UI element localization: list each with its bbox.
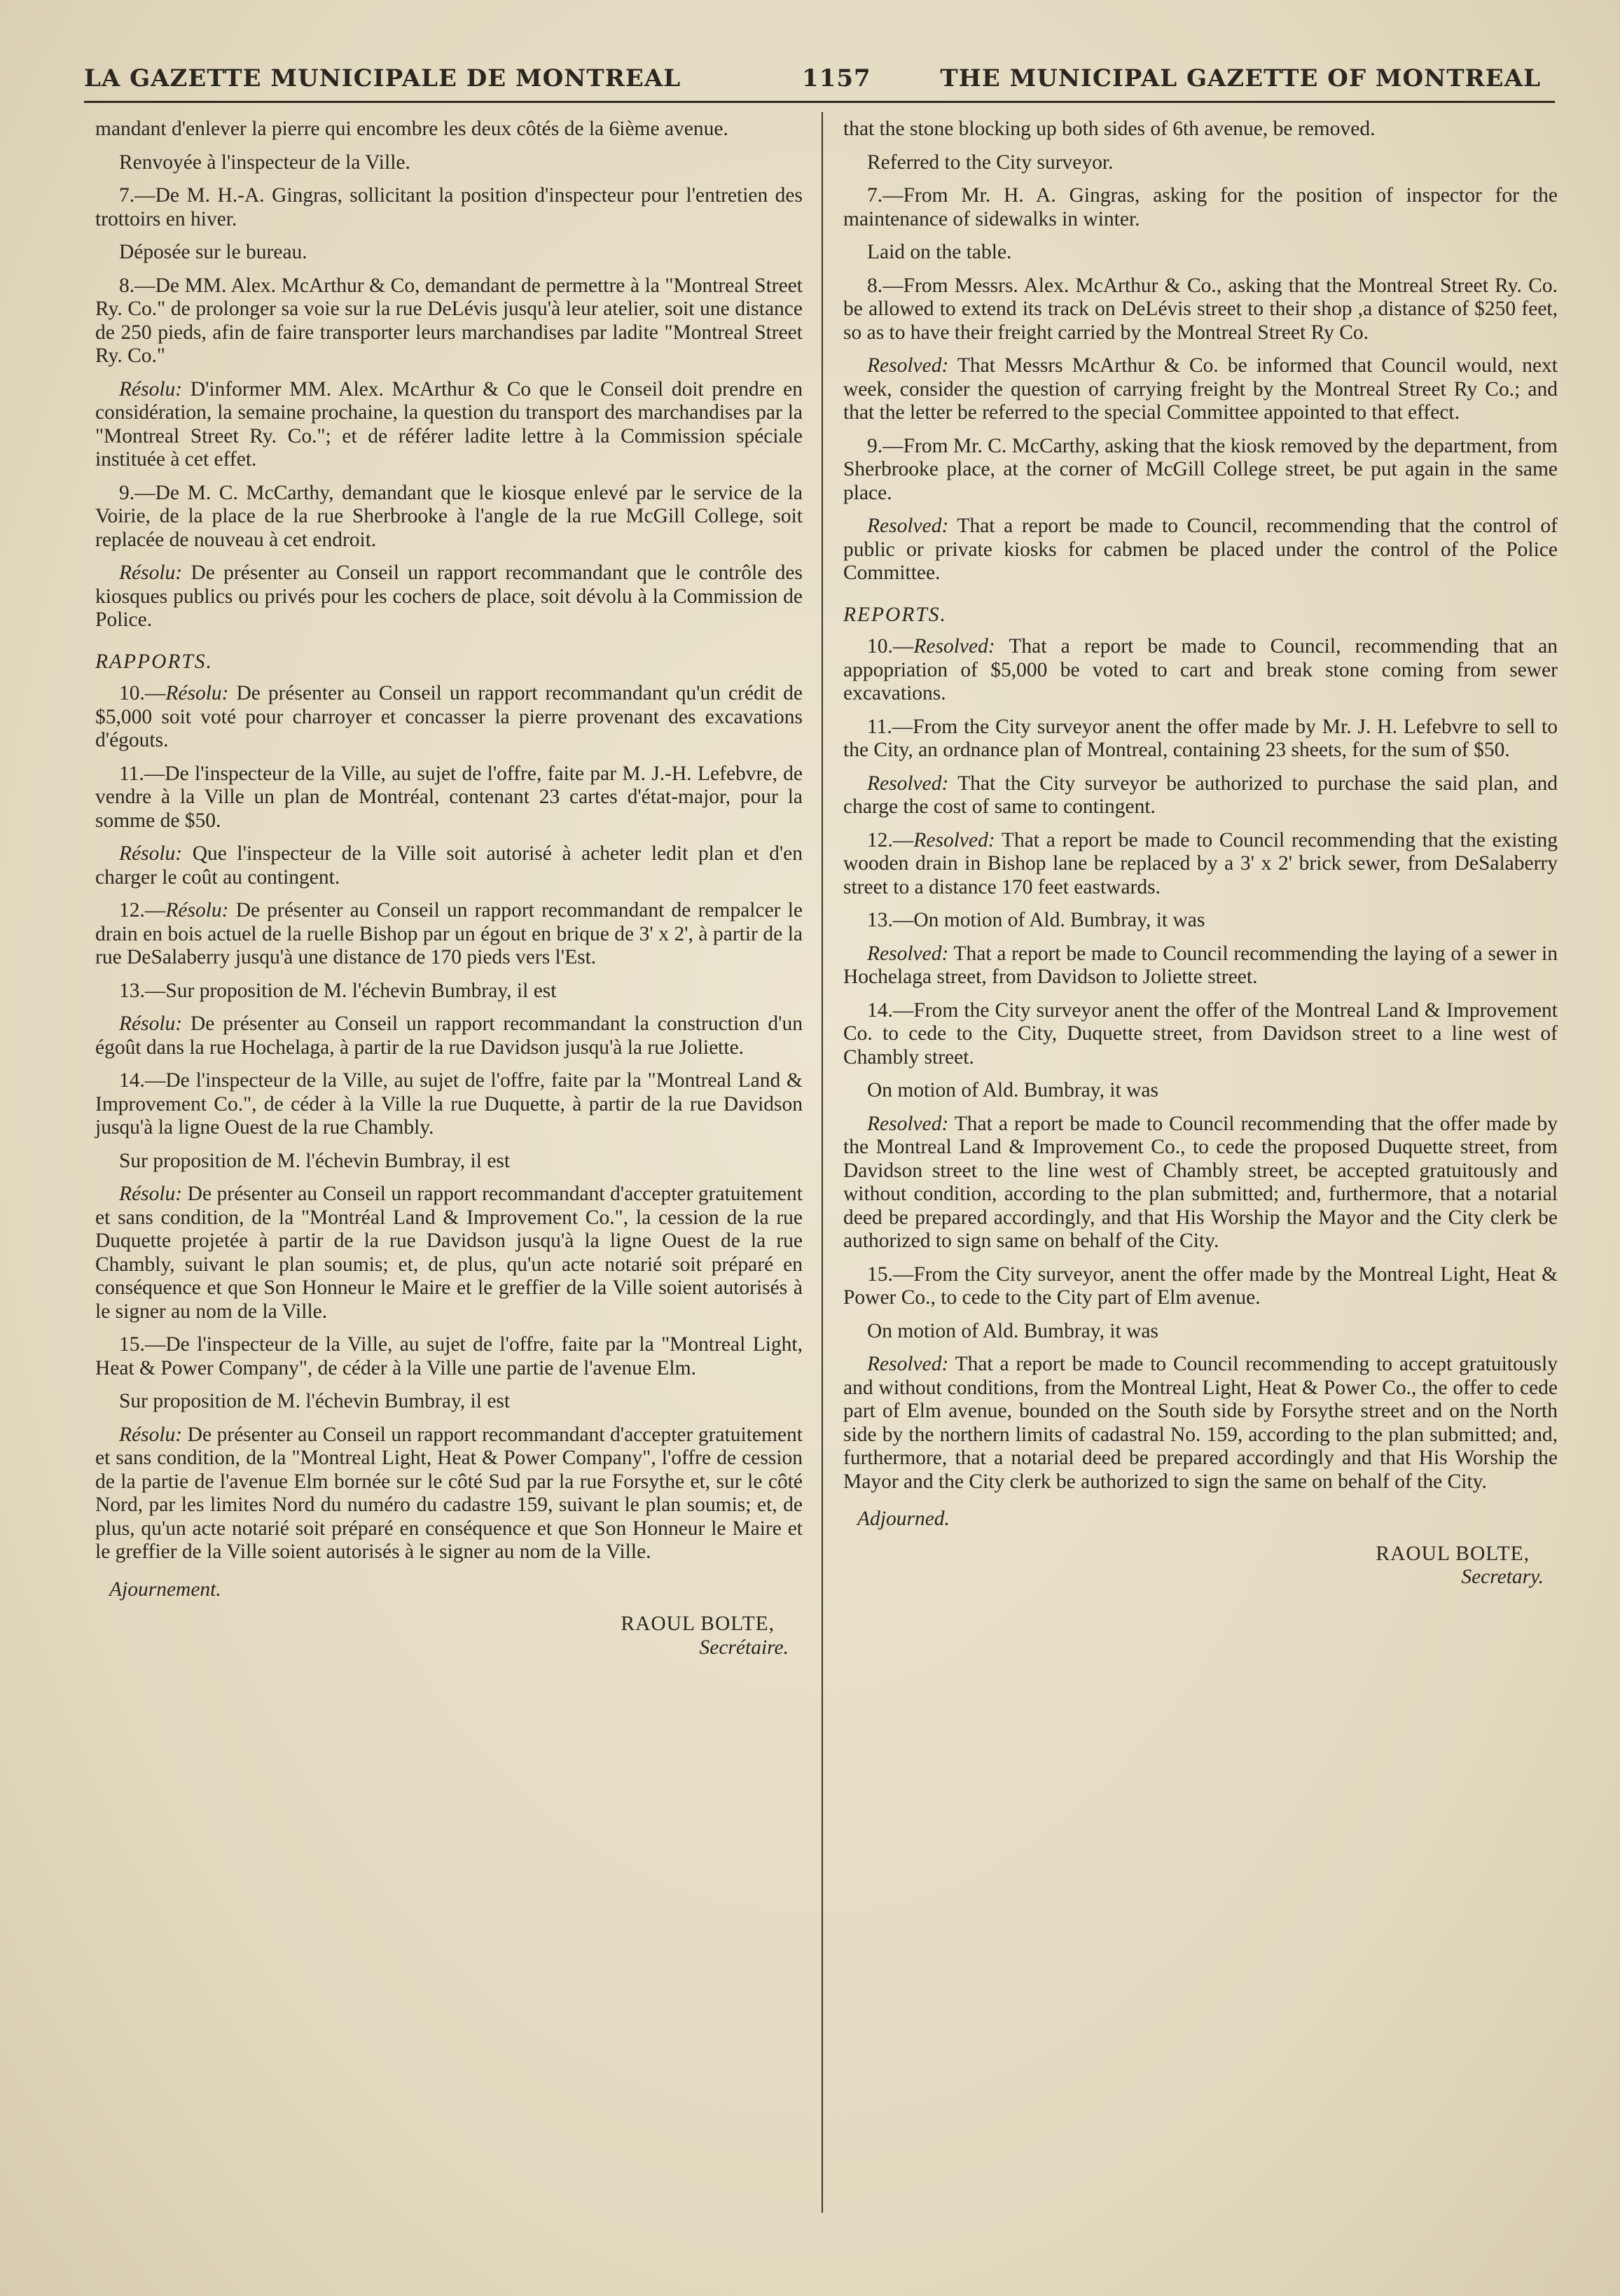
column-divider bbox=[822, 112, 823, 2213]
resolution-label: Résolu: bbox=[119, 1183, 183, 1205]
resolution-label: Resolved: bbox=[867, 772, 949, 795]
header-rule bbox=[84, 101, 1555, 103]
paragraph: 14.—From the City surveyor anent the offer of the Montreal Land & Improvement Co. to cede to the City, Duquette street, from Davidson street to a line west of Chambly street. bbox=[843, 999, 1558, 1069]
resolution-label: Résolu: bbox=[119, 842, 183, 865]
resolution-text: That a report be made to Council recommending that the existing wooden drain in Bishop lane be replaced by a 3' x 2' brick sewer, from DeSalaberry street to a distance 170 feet eastwards. bbox=[843, 828, 1558, 898]
section-heading: RAPPORTS. bbox=[95, 650, 213, 673]
resolution-label: Resolved: bbox=[867, 1112, 949, 1135]
resolution-text: D'informer MM. Alex. McArthur & Co que le Conseil doit prendre en considération, la semaine prochaine, la question du transport des marchandises par la "Montreal Street Ry. Co."; et de référer ladite lettre à la Commission spéciale instituée à cet effet. bbox=[95, 377, 803, 471]
paragraph: 14.—De l'inspecteur de la Ville, au sujet de l'offre, faite par la "Montreal Land & Improvement Co.", de céder à la Ville la rue Duquette, à partir de la rue Davidson jusqu'à la ligne Ouest de la rue Chambly. bbox=[95, 1069, 803, 1139]
paragraph: 8.—De MM. Alex. McArthur & Co, demandant de permettre à la "Montreal Street Ry. Co." de prolonger sa voie sur la rue DeLévis jusqu'à leur atelier, soit une distance de 250 pieds, afin de faire transporter leurs marchandises par ladite "Montreal Street Ry. Co." bbox=[95, 274, 803, 367]
item-number: 10.— bbox=[867, 635, 914, 658]
paragraph: 15.—From the City surveyor, anent the offer made by the Montreal Light, Heat & Power Co., to cede to the City part of Elm avenue. bbox=[843, 1262, 1558, 1309]
resolution-text: That a report be made to Council recommending the laying of a sewer in Hochelaga street, from Davidson to Joliette street. bbox=[843, 942, 1558, 988]
paragraph: Laid on the table. bbox=[867, 241, 1012, 263]
paragraph: 7.—From Mr. H. A. Gingras, asking for the position of inspector for the maintenance of sidewalks in winter. bbox=[843, 184, 1558, 230]
page-number: 1157 bbox=[802, 64, 871, 92]
paragraph: 8.—From Messrs. Alex. McArthur & Co., asking that the Montreal Street Ry. Co. be allowed to extend its track on DeLévis street to their shop ,a distance of $250 feet, so as to have their freight carried by the Montreal Street Ry Co. bbox=[843, 274, 1558, 344]
paragraph: Renvoyée à l'inspecteur de la Ville. bbox=[119, 151, 410, 174]
paragraph: Sur proposition de M. l'échevin Bumbray, il est bbox=[119, 1149, 511, 1172]
resolution-label: Resolved: bbox=[913, 828, 995, 851]
resolution-paragraph bbox=[843, 354, 1558, 425]
resolution-text: De présenter au Conseil un rapport recommandant la construction d'un égoût dans la rue Hochelaga, à partir de la rue Davidson jusqu'à la rue Joliette. bbox=[95, 1013, 803, 1059]
paragraph: On motion of Ald. Bumbray, it was bbox=[867, 1079, 1158, 1101]
paragraph: 7.—De M. H.-A. Gingras, sollicitant la position d'inspecteur pour l'entretien des trottoirs en hiver. bbox=[95, 184, 803, 230]
resolution-label: Résolu: bbox=[119, 1013, 183, 1035]
paragraph: 15.—De l'inspecteur de la Ville, au sujet de l'offre, faite par la "Montreal Light, Heat & Power Company", de céder à la Ville une partie de l'avenue Elm. bbox=[95, 1333, 803, 1379]
paragraph: Sur proposition de M. l'échevin Bumbray, il est bbox=[119, 1390, 511, 1412]
resolution-label: Résolu: bbox=[119, 1423, 183, 1446]
resolution-paragraph bbox=[95, 1183, 803, 1323]
english-column bbox=[843, 118, 1558, 1589]
resolution-label: Résolu: bbox=[165, 682, 229, 704]
section-heading: REPORTS. bbox=[843, 603, 947, 626]
signature: RAOUL BOLTE, bbox=[1376, 1542, 1530, 1565]
item-number: 12.— bbox=[867, 828, 914, 851]
resolution-paragraph bbox=[95, 378, 803, 472]
paragraph: Déposée sur le bureau. bbox=[119, 241, 307, 263]
resolution-text: That a report be made to Council, recommending that the control of public or private kiosks for cabmen be placed under the control of the Police Committee. bbox=[843, 515, 1558, 584]
paragraph: mandant d'enlever la pierre qui encombre les deux côtés de la 6ième avenue. bbox=[95, 118, 728, 140]
resolution-text: De présenter au Conseil un rapport recommandant d'accepter gratuitement et sans condition, de la "Montreal Light, Heat & Power Company", l'offre de cession de la partie de l'avenue Elm bornée sur le côté Sud par la rue Forsythe et, sur le côté Nord, par les limites Nord du numéro du cadastre 159, suivant le plan soumis; et, de plus, qu'un acte notarié soit préparé en conséquence et que Son Honneur le Maire et le greffier de la Ville soient autorisés à le signer au nom de la Ville. bbox=[95, 1423, 803, 1563]
resolution-text: Que l'inspecteur de la Ville soit autorisé à acheter ledit plan et d'en charger le coût au contingent. bbox=[95, 842, 803, 889]
resolution-paragraph bbox=[95, 842, 803, 889]
paragraph: On motion of Ald. Bumbray, it was bbox=[867, 1319, 1158, 1342]
resolution-label: Resolved: bbox=[913, 635, 995, 658]
paragraph: that the stone blocking up both sides of 6th avenue, be removed. bbox=[843, 118, 1376, 140]
resolution-paragraph bbox=[95, 682, 803, 753]
item-number: 12.— bbox=[119, 899, 166, 921]
paragraph: 13.—Sur proposition de M. l'échevin Bumbray, il est bbox=[119, 979, 557, 1002]
resolution-paragraph bbox=[843, 515, 1558, 585]
resolution-label: Résolu: bbox=[119, 562, 183, 584]
header-title-french: LA GAZETTE MUNICIPALE DE MONTREAL bbox=[84, 64, 681, 92]
resolution-label: Résolu: bbox=[119, 377, 183, 401]
signature: RAOUL BOLTE, bbox=[621, 1613, 775, 1635]
adjournment: Ajournement. bbox=[109, 1578, 221, 1601]
signature-title: Secrétaire. bbox=[699, 1636, 789, 1659]
paragraph: 13.—On motion of Ald. Bumbray, it was bbox=[867, 909, 1205, 931]
resolution-paragraph bbox=[95, 1013, 803, 1059]
resolution-label: Resolved: bbox=[867, 942, 949, 965]
resolution-label: Resolved: bbox=[867, 1353, 949, 1375]
resolution-label: Resolved: bbox=[867, 515, 949, 537]
resolution-text: That a report be made to Council recommending to accept gratuitously and without conditions, from the Montreal Light, Heat & Power Co., the offer to cede part of Elm avenue, bounded on the South side by Forsythe street and on the North side by the northern limits of cadastral No. 159, according to the plan submitted; and, furthermore, that a notarial deed be prepared accordingly and that His Worship the Mayor and the City clerk be authorized to sign the same on behalf of the City. bbox=[843, 1353, 1558, 1493]
resolution-text: De présenter au Conseil un rapport recommandant de rempalcer le drain en bois actuel de la ruelle Bishop par un égout en brique de 3' x 2', à partir de la rue DeSalaberry jusqu'à une distance de 170 pieds vers l'Est. bbox=[95, 899, 803, 968]
page-header bbox=[84, 57, 1541, 99]
resolution-paragraph bbox=[95, 1424, 803, 1564]
resolution-paragraph bbox=[95, 562, 803, 632]
resolution-paragraph bbox=[95, 899, 803, 970]
paragraph: 11.—De l'inspecteur de la Ville, au sujet de l'offre, faite par M. J.-H. Lefebvre, de vendre à la Ville un plan de Montréal, contenant 23 cartes d'état-major, pour la somme de $50. bbox=[95, 762, 803, 832]
resolution-text: That the City surveyor be authorized to purchase the said plan, and charge the cost of same to contingent. bbox=[843, 772, 1558, 818]
resolution-paragraph bbox=[843, 772, 1558, 819]
paragraph: 9.—De M. C. McCarthy, demandant que le kiosque enlevé par le service de la Voirie, de la place de la rue Sherbrooke à l'angle de la rue McGill College, soit replacée de nouveau à cet endroit. bbox=[95, 481, 803, 551]
header-title-english: THE MUNICIPAL GAZETTE OF MONTREAL bbox=[940, 64, 1541, 92]
resolution-text: De présenter au Conseil un rapport recommandant que le contrôle des kiosques publics ou privés pour les cochers de place, soit dévolu à la Commission de Police. bbox=[95, 562, 803, 631]
resolution-paragraph bbox=[843, 635, 1558, 706]
resolution-label: Resolved: bbox=[867, 354, 949, 377]
resolution-text: That a report be made to Council, recommending that an appopriation of $5,000 be voted to cart and break stone coming from sewer excavations. bbox=[843, 635, 1558, 704]
resolution-paragraph bbox=[843, 1353, 1558, 1494]
resolution-paragraph bbox=[843, 1113, 1558, 1253]
resolution-label: Résolu: bbox=[165, 899, 229, 921]
paragraph: Referred to the City surveyor. bbox=[867, 151, 1114, 174]
signature-title: Secretary. bbox=[1461, 1566, 1544, 1588]
resolution-paragraph bbox=[843, 829, 1558, 900]
resolution-paragraph bbox=[843, 942, 1558, 989]
paragraph: 9.—From Mr. C. McCarthy, asking that the kiosk removed by the department, from Sherbrooke place, at the corner of McGill College street, be put again in the same place. bbox=[843, 434, 1558, 504]
resolution-text: De présenter au Conseil un rapport recommandant d'accepter gratuitement et sans condition, de la "Montréal Land & Improvement Co.", la cession de la rue Duquette projetée à partir de la rue Davidson jusqu'à la ligne Ouest de la rue Chambly, suivant le plan soumis; et, de plus, qu'un acte notarié soit préparé en conséquence et que Son Honneur le Maire et le greffier de la Ville soient autorisés à le signer au nom de la Ville. bbox=[95, 1183, 803, 1323]
resolution-text: De présenter au Conseil un rapport recommandant qu'un crédit de $5,000 soit voté pour charroyer et concasser la pierre provenant des excavations d'égouts. bbox=[95, 682, 803, 751]
adjournment: Adjourned. bbox=[857, 1508, 950, 1530]
resolution-text: That a report be made to Council recommending that the offer made by the Montreal Land & Improvement Co., to cede the proposed Duquette street, from Davidson street to the line west of Chambly street, be accepted gratuitously and without condition, according to the plan submitted; and, furthermore, that a notarial deed be prepared accordingly, and that His Worship the Mayor and the City clerk be authorized to sign same on behalf of the City. bbox=[843, 1112, 1558, 1252]
paragraph: 11.—From the City surveyor anent the offer made by Mr. J. H. Lefebvre to sell to the City, an ordnance plan of Montreal, containing 23 sheets, for the sum of $50. bbox=[843, 715, 1558, 761]
resolution-text: That Messrs McArthur & Co. be informed that Council would, next week, consider the question of carrying freight by the Montreal Street Ry Co.; and that the letter be referred to the special Committee appointed to that effect. bbox=[843, 354, 1558, 424]
french-column bbox=[95, 118, 803, 1660]
item-number: 10.— bbox=[119, 682, 166, 704]
